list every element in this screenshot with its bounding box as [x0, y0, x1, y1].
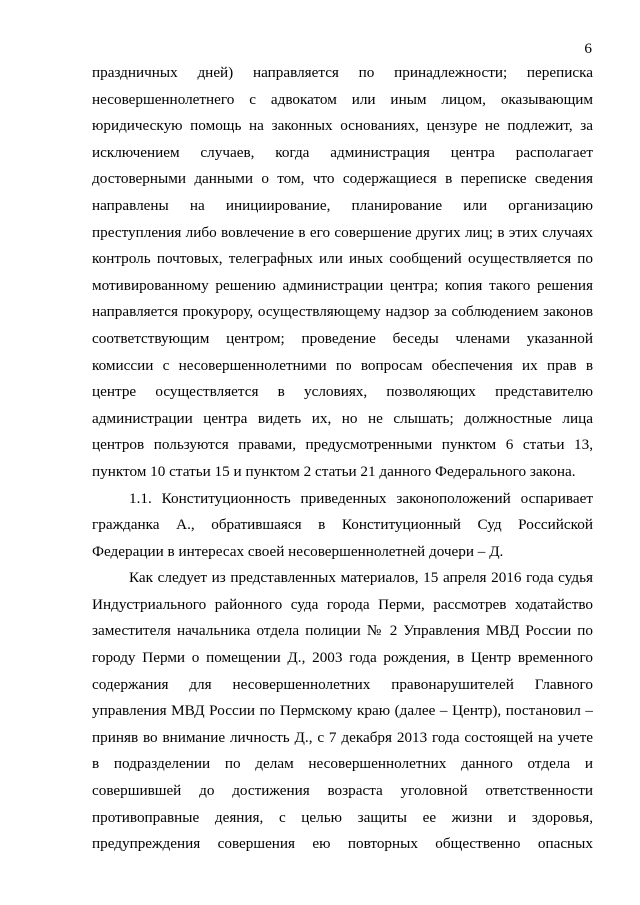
paragraph-p3 [92, 565, 593, 858]
text-line: мотивированному решению администрации центра; копия такого решения [92, 276, 593, 294]
text-line: Индустриального районного суда города Перми, рассмотрев ходатайство [92, 595, 593, 613]
text-line: городу Перми о помещении Д., 2003 года рождения, в Центр временного [92, 649, 593, 667]
text-line: контроль почтовых, телеграфных или иных сообщений осуществляется по [92, 250, 593, 268]
text-line: 1.1. Конституционность приведенных законоположений оспаривает [129, 489, 593, 507]
text-line: комиссии с несовершеннолетними по вопросам обеспечения их прав в [92, 356, 593, 374]
text-line: предупреждения совершения ею повторных общественно опасных [92, 835, 593, 853]
text-line: гражданка А., обратившаяся в Конституционный Суд Российской [92, 516, 593, 534]
text-line: центре осуществляется в условиях, позволяющих представителю [92, 383, 593, 401]
text-line: центров пользуются правами, предусмотренными пунктом 6 статьи 13, [92, 436, 593, 454]
text-line: соответствующим центром; проведение беседы членами указанной [92, 329, 593, 347]
text-line: юридическую помощь на законных основаниях, цензуре не подлежит, за [92, 117, 593, 135]
paragraph-p2 [92, 486, 593, 566]
text-line: Как следует из представленных материалов, 15 апреля 2016 года судья [129, 569, 593, 587]
page-number: 6 [584, 40, 592, 57]
text-line: пунктом 10 статьи 15 и пунктом 2 статьи 21 данного Федерального закона. [92, 462, 576, 480]
text-line: управления МВД России по Пермскому краю (далее – Центр), постановил – [92, 702, 593, 720]
text-line: в подразделении по делам несовершеннолетних данного отдела и [92, 755, 593, 773]
text-line: направлены на инициирование, планирование или организацию [92, 196, 593, 214]
paragraph-p1 [92, 60, 593, 486]
text-line: содержания для несовершеннолетних правонарушителей Главного [92, 675, 593, 693]
text-line: преступления либо вовлечение в его совершение других лиц; в этих случаях [92, 223, 593, 241]
text-line: администрации центра видеть их, но не слышать; должностные лица [92, 409, 593, 427]
text-line: достоверными данными о том, что содержащиеся в переписке сведения [92, 170, 593, 188]
text-line: заместителя начальника отдела полиции № 2 Управления МВД России по [92, 622, 593, 640]
text-line: праздничных дней) направляется по принадлежности; переписка [92, 64, 593, 81]
document-body [92, 60, 593, 858]
text-line: исключением случаев, когда администрация центра располагает [92, 143, 593, 161]
text-line: противоправные деяния, с целью защиты ее жизни и здоровья, [92, 808, 593, 826]
text-line: Федерации в интересах своей несовершеннолетней дочери – Д. [92, 542, 504, 560]
text-line: приняв во внимание личность Д., с 7 декабря 2013 года состоящей на учете [92, 728, 593, 746]
text-line: направляется прокурору, осуществляющему надзор за соблюдением законов [92, 303, 593, 321]
text-line: совершившей до достижения возраста уголовной ответственности [92, 782, 593, 800]
text-line: несовершеннолетнего с адвокатом или иным лицом, оказывающим [92, 90, 593, 108]
